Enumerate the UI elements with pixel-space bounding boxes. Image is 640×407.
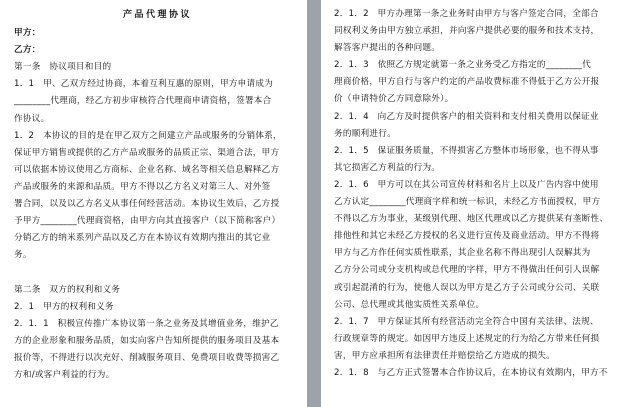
paragraph-line: 公司、总代理或其他实质性关系单位。 [334,299,485,310]
paragraph-line: 不得以乙方为事业，某级别代理、地区代理或以乙方提供某有垄断性、 [334,214,609,225]
document-page-right [321,0,640,407]
paragraph-line: 署合同，以及以乙方名义从事任何经营活动。本协议生效后，乙方授 [14,199,280,210]
paragraph-line: 2．1．3 依照乙方规定就第一条之业务受乙方指定的________代 [334,60,591,71]
paragraph-line: 排他性和其它未经乙方授权的名义进行宣传及商业活动。甲方不得将 [334,231,600,242]
paragraph-line: 1．2 本协议的目的是在甲乙双方之间建立产品或服务的分销体系， [14,130,282,141]
paragraph-line: 乙方分公司或分支机构或总代理的字样，甲方不得做出任何引人误解 [334,265,600,276]
paragraph-line: 2．1．5 保证服务质量，不得损害乙方整体市场形象，也不得从事 [334,145,599,156]
article-heading: 第一条 协议项目和目的 [14,62,112,73]
party-a-label: 甲方： [14,28,41,39]
paragraph-line: 产品或服务的来源和品质。甲方不得以乙方名义对第三人、对外签 [14,181,271,192]
paragraph-line: 保证甲方销售或提供的乙方产品或服务的品质正宗、渠道合法，甲方 [14,147,280,158]
paragraph-line: 行政规章等的规定。如因甲方违反上述规定的行为给乙方带来任何损 [334,333,600,344]
paragraph-line: 方和/或客户利益的行为。 [14,369,115,380]
paragraph-line: 2．1．6 甲方可以在其公司宣传材料和名片上以及广告内容中使用 [334,179,599,190]
paragraph-line: 2．1．8 与乙方正式签署本合作协议后，在本协议有效期内，甲方不 [334,367,608,378]
paragraph-line: 其它损害乙方利益的行为。 [334,162,441,173]
paragraph-line: 害，甲方应承担所有法律责任并赔偿给乙方造成的损失。 [334,350,556,361]
paragraph-line: 方的企业形象和服务品质，如实向客户告知所提供的服务项目及基本 [14,335,280,346]
paragraph-line: 价（申请特价乙方同意除外）。 [334,94,454,105]
paragraph-line: 理商价格，甲方自行与客户约定的产品收费标准不得低于乙方公开报 [334,77,600,88]
paragraph-line: 或引起混淆的行为，使他人误以为甲方是乙方子公司或分公司、关联 [334,282,600,293]
paragraph-line: ________代理商，经乙方初步审核符合代理商申请资格，签署本合 [14,96,272,107]
paragraph-line: 2．1．4 向乙方及时提供客户的相关资料和支付相关费用以保证业 [334,111,599,122]
paragraph-line: 作协议。 [14,113,50,124]
paragraph-line: 解答客户提出的各种问题。 [334,43,441,54]
section-heading: 2．1 甲方的权利和义务 [14,301,114,312]
article-heading: 第二条 双方的权利和义务 [14,284,121,295]
paragraph-line: 同权利义务由甲方独立承担，并向客户提供必要的服务和技术支持， [334,26,600,37]
paragraph-line: 可以依据本协议使用乙方商标、企业名称、域名等相关信息解释乙方 [14,164,280,175]
paragraph-line: 2．1．2 甲方办理第一条之业务时由甲方与客户签定合同，全部合 [334,9,599,19]
page-gutter [307,0,321,407]
paragraph-line: 报价等，不得进行以次充好、削减服务项目、免费项目收费等损害乙 [14,352,280,363]
paragraph-line: 务的顺利进行。 [334,128,396,139]
paragraph-line: 予甲方________代理商资格，由甲方向其直接客户（以下简称客户） [14,216,281,227]
paragraph-line: 乙方认定________代理商字样和统一标识，未经乙方书面授权，甲方 [334,197,601,208]
document-title: 产品代理协议 [122,10,192,20]
party-b-label: 乙方： [14,45,41,56]
blank-line [14,264,301,281]
paragraph-line: 务。 [14,250,32,261]
paragraph-line: 甲方与乙方作任何实质性联系，其企业名称不得出现引人误解其为 [334,248,591,259]
paragraph-line: 1．1 甲、乙双方经过协商，本着互利互惠的原则，甲方申请成为 [14,79,274,90]
paragraph-line: 2．1．1 积极宣传推广本协议第一条之业务及其增值业务，维护乙 [14,318,279,329]
paragraph-line: 2．1．7 甲方保证其所有经营活动完全符合中国有关法律、法规、 [334,316,599,327]
document-page-left [0,0,307,407]
paragraph-line: 分销乙方的纳米系列产品以及乙方在本协议有效期内推出的其它业 [14,233,271,244]
